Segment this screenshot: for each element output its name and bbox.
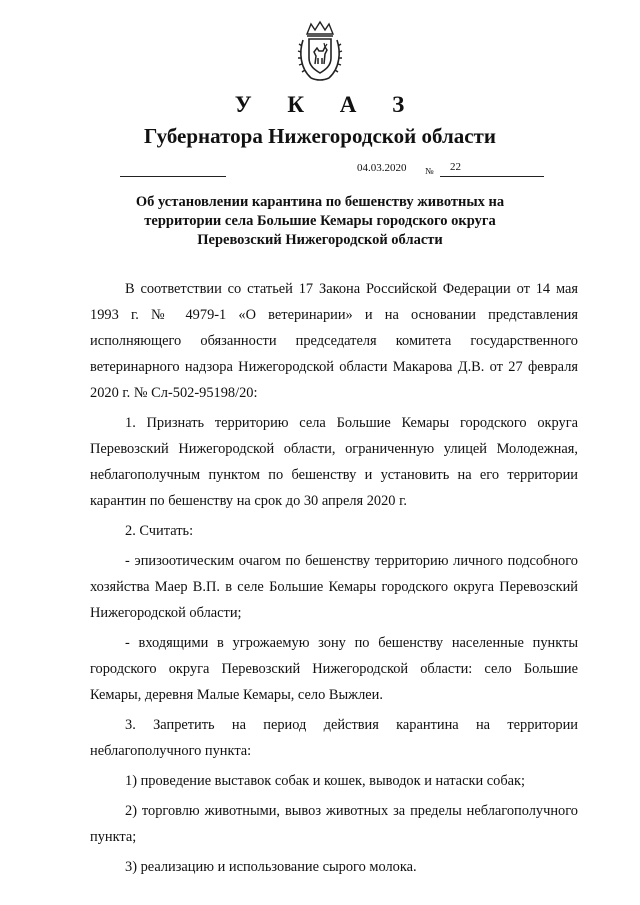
document-body <box>90 276 578 884</box>
clause-paragraph: 1. Признать территорию села Большие Кемары городского округа Перевозский Нижегородской области, ограниченную улицей Молодежная, неблагополучным пунктом по бешенству и установить на его территории карантин по бешенству на срок до 30 апреля 2020 г. <box>90 415 578 509</box>
clause-paragraph: - эпизоотическим очагом по бешенству территорию личного подсобного хозяйства Маер В.П. в селе Большие Кемары городского округа Перевозский Нижегородской области; <box>90 553 578 621</box>
clause-paragraph: 2. Считать: <box>125 523 194 539</box>
coat-of-arms-icon <box>297 20 343 84</box>
document-date: 04.03.2020 <box>357 162 407 174</box>
clause-paragraph: 3) реализацию и использование сырого молока. <box>125 859 417 875</box>
document-type-title: У К А З <box>234 92 420 117</box>
clause-paragraph: - входящими в угрожаемую зону по бешенству населенные пункты городского округа Перевозский Нижегородской области: село Большие Кемары, деревня Малые Кемары, село Выжлеи. <box>90 635 578 703</box>
date-line-left <box>120 176 226 177</box>
number-line <box>440 176 544 177</box>
subject-line: Об установлении карантина по бешенству животных на <box>135 194 505 210</box>
document-number-label: № <box>425 166 434 176</box>
subject-line: территории села Большие Кемары городского округа <box>144 213 496 229</box>
subject-line: Перевозский Нижегородской области <box>197 232 443 248</box>
clause-paragraph: 2) торговлю животными, вывоз животных за пределы неблагополучного пункта; <box>90 803 578 845</box>
preamble-paragraph: В соответствии со статьей 17 Закона Российской Федерации от 14 мая 1993 г. № 4979-1 «О ветеринарии» и на основании представления исполняющего обязанности председателя комитета государственного ветеринарного надзора Нижегородской области Макарова Д.В. от 27 февраля 2020 г. № Сл-502-95198/20: <box>90 281 578 401</box>
clause-paragraph: 1) проведение выставок собак и кошек, выводок и натаски собак; <box>125 773 526 789</box>
document-issuer-title: Губернатора Нижегородской области <box>144 124 496 148</box>
document-subject <box>100 193 540 250</box>
clause-paragraph: 3. Запретить на период действия карантина на территории неблагополучного пункта: <box>90 717 578 759</box>
document-number: 22 <box>450 161 461 173</box>
